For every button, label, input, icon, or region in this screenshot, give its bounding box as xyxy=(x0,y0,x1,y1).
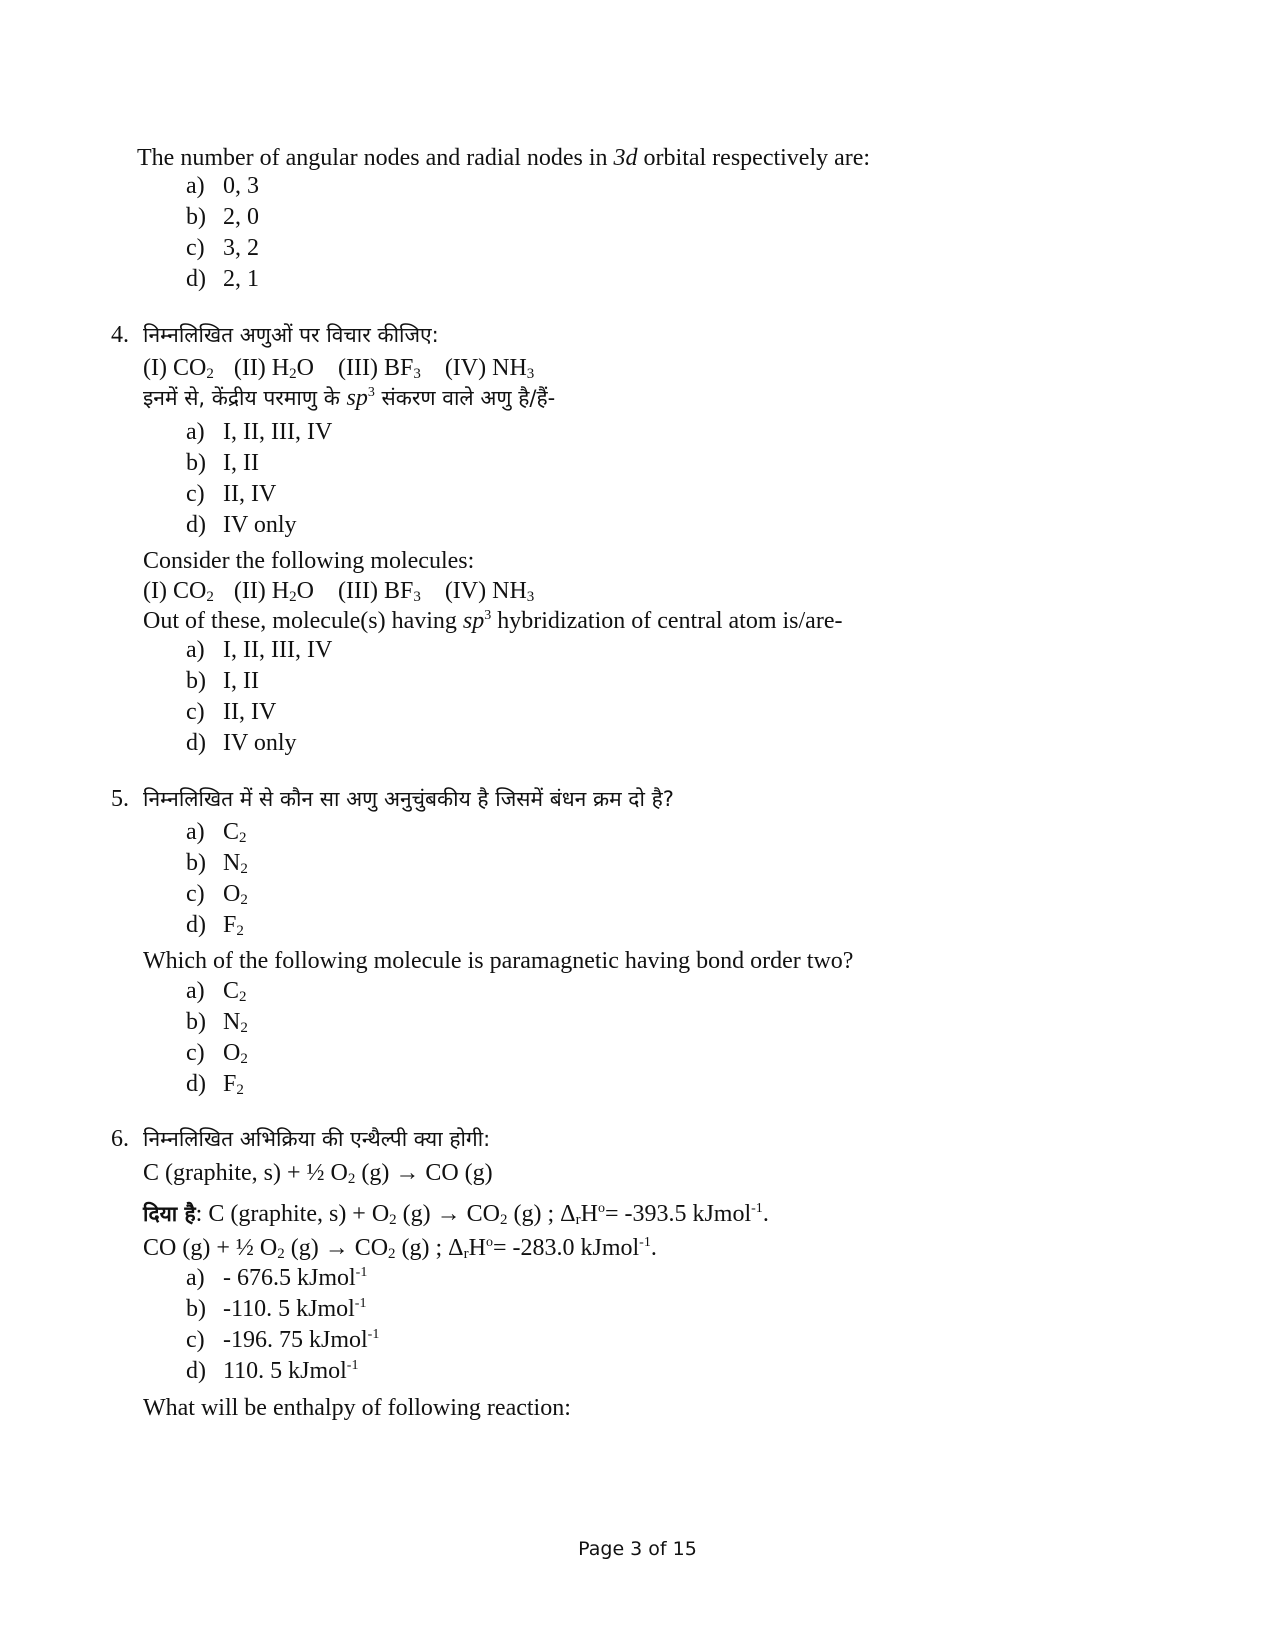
q3-option-a: a) 0, 3 xyxy=(186,173,259,199)
q4-english-stem: Consider the following molecules: xyxy=(143,548,475,574)
q4-molecules-en: (I) $CO_2$ (II) $H_2O$ (III) $BF_3$ (IV) $NH_3$ xyxy=(143,578,535,605)
q5-english-stem: Which of the following molecule is paramagnetic having bond order two? xyxy=(143,948,854,974)
q6-option-c: c) -196. 75 kJmol$^{-1}$ xyxy=(186,1327,380,1353)
q5-hindi-stem: निम्नलिखित में से कौन सा अणु अनुचुंबकीय है जिसमें बंधन क्रम दो है? xyxy=(143,787,674,811)
q5-option-a: a) $C_2$ xyxy=(186,978,247,1005)
q3-orbital: 3d xyxy=(613,145,638,171)
q5-hindi-options xyxy=(186,817,248,941)
q3-stem-part: The number of angular nodes and radial nodes in xyxy=(137,145,614,171)
q5-option-d: d) $F_2$ xyxy=(186,1071,244,1098)
q4-option-d: d) IV only xyxy=(186,512,297,538)
q5-option-a: a) $C_2$ xyxy=(186,819,247,846)
q4-hindi-stem: निम्नलिखित अणुओं पर विचार कीजिए: xyxy=(143,323,439,347)
q6-english-stem: What will be enthalpy of following reaction: xyxy=(143,1395,571,1421)
q6-options xyxy=(186,1263,379,1387)
q5-option-b: b) $N_2$ xyxy=(186,850,248,877)
q3-stem-part: orbital respectively are: xyxy=(637,145,871,171)
q5-option-c: c) $O_2$ xyxy=(186,881,248,908)
q5-number: 5. xyxy=(111,786,129,812)
q4-option-c: c) II, IV xyxy=(186,699,277,725)
q6-option-a: a) - 676.5 kJmol$^{-1}$ xyxy=(186,1265,368,1291)
q4-english-question: Out of these, molecule(s) having $sp^3$ hybridization of central atom is/are- xyxy=(143,608,843,634)
q4-option-b: b) I, II xyxy=(186,668,259,694)
q5-option-c: c) $O_2$ xyxy=(186,1040,248,1067)
q5-option-d: d) $F_2$ xyxy=(186,912,244,939)
q4-number: 4. xyxy=(111,322,129,348)
q6-number: 6. xyxy=(111,1126,129,1152)
q3-option-c: c) 3, 2 xyxy=(186,235,259,261)
q4-option-b: b) I, II xyxy=(186,450,259,476)
q6-option-d: d) 110. 5 kJmol$^{-1}$ xyxy=(186,1358,359,1384)
q4-option-a: a) I, II, III, IV xyxy=(186,419,333,445)
page-number: Page 3 of 15 xyxy=(578,1538,697,1560)
q5-english-options xyxy=(186,976,248,1100)
q3-option-b: b) 2, 0 xyxy=(186,204,259,230)
q4-option-d: d) IV only xyxy=(186,730,297,756)
q4-option-a: a) I, II, III, IV xyxy=(186,637,333,663)
q4-english-options xyxy=(186,635,332,759)
q3-stem xyxy=(137,143,870,173)
q3-options xyxy=(186,171,259,295)
q4-hindi-options xyxy=(186,417,332,541)
q6-reaction: C (graphite, s) + ½ $O_2$ (g) → CO (g) xyxy=(143,1160,493,1187)
q6-hindi-stem: निम्नलिखित अभिक्रिया की एन्थैल्पी क्या होगी: xyxy=(143,1127,491,1151)
q6-given-2: CO (g) + ½ $O_2$ $(g) \to CO_2$ (g) ; $\Delta_rH^o= -283.0$ kJmol$^{-1}$. xyxy=(143,1235,657,1262)
q6-option-b: b) -110. 5 kJmol$^{-1}$ xyxy=(186,1296,367,1322)
q4-molecules-hi: (I) $CO_2$ (II) $H_2O$ (III) $BF_3$ (IV) $NH_3$ xyxy=(143,355,535,382)
q5-option-b: b) $N_2$ xyxy=(186,1009,248,1036)
q3-option-d: d) 2, 1 xyxy=(186,266,259,292)
q4-hindi-question: इनमें से, केंद्रीय परमाणु के $sp^3$ संकरण वाले अणु है/हैं- xyxy=(143,385,556,411)
q6-given-1: दिया है: C (graphite, $s) + O_2$ $(g) \to CO_2$ (g) ; $\Delta_rH^o= -393.5$ kJmol$^{-1}$. xyxy=(143,1201,769,1228)
q4-option-c: c) II, IV xyxy=(186,481,277,507)
